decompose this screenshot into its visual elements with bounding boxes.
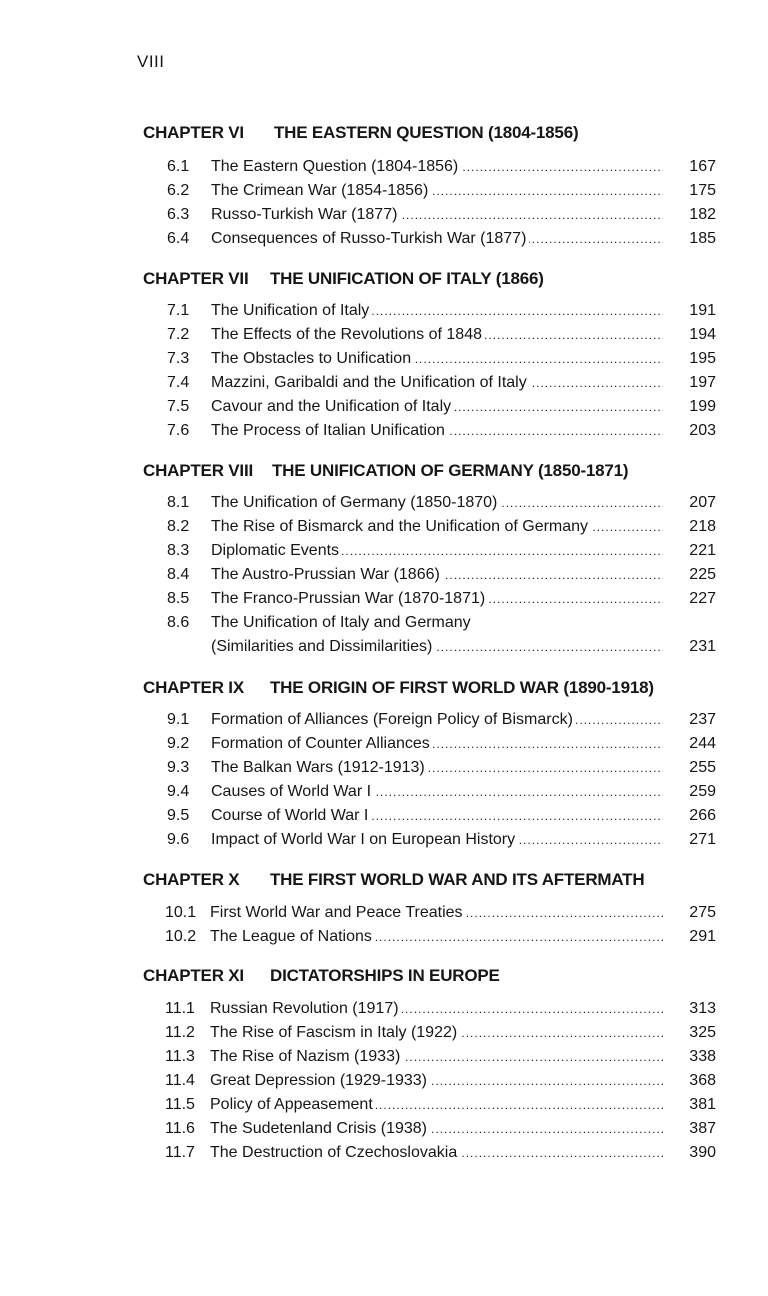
- toc-entry[interactable]: [0, 708, 768, 732]
- chapter-number: CHAPTER VII: [143, 269, 249, 288]
- entry-title: Course of World War I .....: [211, 804, 663, 828]
- entry-number: 11.1: [165, 1000, 195, 1017]
- toc-entry[interactable]: [0, 155, 768, 179]
- entry-title: The Franco-Prussian War (1870-1871) .....: [211, 587, 663, 611]
- toc-entry[interactable]: [0, 997, 768, 1021]
- entry-page: 244: [689, 735, 716, 752]
- chapter-heading: [143, 675, 654, 701]
- entry-number: 7.3: [167, 350, 190, 367]
- entry-page: 199: [689, 398, 716, 415]
- toc-entry[interactable]: [0, 1117, 768, 1141]
- entry-number: 9.1: [167, 711, 190, 728]
- entry-number: 9.4: [167, 783, 190, 800]
- entry-page: 175: [689, 182, 716, 199]
- entry-page: 259: [689, 783, 716, 800]
- entry-title: Policy of Appeasement .....: [210, 1093, 663, 1117]
- entry-page: 275: [689, 904, 716, 921]
- toc-entry[interactable]: [0, 1045, 768, 1069]
- entry-page: 225: [689, 566, 716, 583]
- entry-title: The Balkan Wars (1912-1913) .....: [211, 756, 663, 780]
- entry-number: 9.2: [167, 735, 190, 752]
- entry-title: Cavour and the Unification of Italy .....: [211, 395, 663, 419]
- toc-entry[interactable]: [0, 227, 768, 251]
- chapter-title: THE EASTERN QUESTION (1804-1856): [274, 123, 579, 142]
- entry-number: 11.6: [165, 1120, 195, 1137]
- entry-title: The Unification of Italy .....: [211, 299, 663, 323]
- entry-page: 167: [689, 158, 716, 175]
- entry-page: 218: [689, 518, 716, 535]
- toc-entry[interactable]: [0, 347, 768, 371]
- toc-entry[interactable]: [0, 901, 768, 925]
- entry-title: Mazzini, Garibaldi and the Unification of Italy .....: [211, 371, 663, 395]
- entry-title: The Eastern Question (1804-1856) .....: [211, 155, 663, 179]
- entry-title: The Process of Italian Unification .....: [211, 419, 663, 443]
- toc-entry[interactable]: [0, 780, 768, 804]
- toc-entry[interactable]: [0, 756, 768, 780]
- entry-page: 191: [689, 302, 716, 319]
- toc-entry[interactable]: [0, 371, 768, 395]
- entry-number: 6.2: [167, 182, 190, 199]
- chapter-title: THE UNIFICATION OF GERMANY (1850-1871): [272, 461, 629, 480]
- entry-title: The Rise of Nazism (1933) .....: [210, 1045, 663, 1069]
- entry-number: 7.2: [167, 326, 190, 343]
- toc-entry[interactable]: [0, 419, 768, 443]
- toc-entry[interactable]: [0, 828, 768, 852]
- entry-page: 207: [689, 494, 716, 511]
- entry-page: 227: [689, 590, 716, 607]
- entry-title: Formation of Counter Alliances .....: [211, 732, 663, 756]
- entry-number: 8.6: [167, 614, 190, 631]
- entry-page: 387: [689, 1120, 716, 1137]
- entry-page: 325: [689, 1024, 716, 1041]
- entry-page: 203: [689, 422, 716, 439]
- entry-title: The Unification of Germany (1850-1870) .....: [211, 491, 663, 515]
- entry-page: 231: [689, 638, 716, 655]
- entry-number: 8.3: [167, 542, 190, 559]
- toc-entry[interactable]: [0, 515, 768, 539]
- entry-title: The Crimean War (1854-1856) .....: [211, 179, 663, 203]
- toc-entry[interactable]: [0, 395, 768, 419]
- entry-page: 313: [689, 1000, 716, 1017]
- entry-number: 9.6: [167, 831, 190, 848]
- entry-page: 381: [689, 1096, 716, 1113]
- entry-title: Consequences of Russo-Turkish War (1877) .....: [211, 227, 663, 251]
- chapter-title: THE FIRST WORLD WAR AND ITS AFTERMATH: [270, 870, 645, 889]
- entry-page: 266: [689, 807, 716, 824]
- toc-entry[interactable]: [0, 179, 768, 203]
- entry-page: 182: [689, 206, 716, 223]
- toc-entry[interactable]: [0, 323, 768, 347]
- chapter-title: THE UNIFICATION OF ITALY (1866): [270, 269, 544, 288]
- toc-entry[interactable]: [0, 299, 768, 323]
- entry-number: 11.7: [165, 1144, 195, 1161]
- entry-page: 338: [689, 1048, 716, 1065]
- entry-page: 195: [689, 350, 716, 367]
- entry-number: 11.2: [165, 1024, 195, 1041]
- toc-entry[interactable]: [0, 1069, 768, 1093]
- entry-number: 7.5: [167, 398, 190, 415]
- chapter-number: CHAPTER IX: [143, 678, 244, 697]
- chapter-heading: [143, 266, 544, 292]
- entry-page: 255: [689, 759, 716, 776]
- entry-page: 197: [689, 374, 716, 391]
- chapter-number: CHAPTER VIII: [143, 461, 254, 480]
- entry-title: Impact of World War I on European History .....: [211, 828, 663, 852]
- chapter-number: CHAPTER XI: [143, 966, 244, 985]
- entry-number: 8.5: [167, 590, 190, 607]
- entry-number: 10.2: [165, 928, 197, 945]
- chapter-heading: [143, 120, 578, 146]
- entry-title: The Destruction of Czechoslovakia .....: [210, 1141, 663, 1165]
- chapter-number: CHAPTER VI: [143, 123, 244, 142]
- entry-page: 221: [689, 542, 716, 559]
- entry-page: 271: [689, 831, 716, 848]
- entry-number: 6.1: [167, 158, 190, 175]
- entry-title: The Obstacles to Unification .....: [211, 347, 663, 371]
- entry-number: 8.4: [167, 566, 190, 583]
- toc-entry[interactable]: [0, 1021, 768, 1045]
- entry-title-continued: (Similarities and Dissimilarities) .....: [211, 635, 663, 659]
- entry-page: 291: [689, 928, 716, 945]
- entry-number: 7.4: [167, 374, 190, 391]
- entry-title: The Effects of the Revolutions of 1848 .....: [211, 323, 663, 347]
- entry-title: First World War and Peace Treaties .....: [210, 901, 663, 925]
- entry-number: 9.5: [167, 807, 190, 824]
- toc-entry[interactable]: [0, 539, 768, 563]
- entry-page: 368: [689, 1072, 716, 1089]
- entry-number: 6.4: [167, 230, 190, 247]
- chapter-heading: [143, 867, 644, 893]
- entry-title: Diplomatic Events .....: [211, 539, 663, 563]
- toc-entry[interactable]: [0, 732, 768, 756]
- entry-title: The Sudetenland Crisis (1938) .....: [210, 1117, 663, 1141]
- entry-number: 7.6: [167, 422, 190, 439]
- page-number: VIII: [137, 52, 165, 71]
- entry-number: 6.3: [167, 206, 190, 223]
- entry-title: Russian Revolution (1917) .....: [210, 997, 663, 1021]
- toc-entry[interactable]: [0, 1093, 768, 1117]
- entry-number: 9.3: [167, 759, 190, 776]
- entry-number: 8.1: [167, 494, 190, 511]
- chapter-heading: [143, 963, 500, 989]
- entry-title: The League of Nations .....: [210, 925, 663, 949]
- toc-entry[interactable]: [0, 587, 768, 611]
- entry-page: 194: [689, 326, 716, 343]
- entry-number: 11.4: [165, 1072, 195, 1089]
- entry-title: Formation of Alliances (Foreign Policy of Bismarck) .....: [211, 708, 663, 732]
- entry-title: Russo-Turkish War (1877) .....: [211, 203, 663, 227]
- entry-title: The Rise of Fascism in Italy (1922) .....: [210, 1021, 663, 1045]
- entry-page: 390: [689, 1144, 716, 1161]
- entry-title: Causes of World War I .....: [211, 780, 663, 804]
- entry-number: 11.3: [165, 1048, 195, 1065]
- toc-entry[interactable]: [0, 611, 768, 635]
- chapter-number: CHAPTER X: [143, 870, 240, 889]
- toc-entry[interactable]: [0, 203, 768, 227]
- chapter-title: DICTATORSHIPS IN EUROPE: [270, 966, 500, 985]
- chapter-heading: [143, 458, 628, 484]
- entry-number: 7.1: [167, 302, 190, 319]
- toc-entry-continued[interactable]: [0, 635, 768, 659]
- toc-entry[interactable]: [0, 1141, 768, 1165]
- entry-page: 185: [689, 230, 716, 247]
- entry-title: The Austro-Prussian War (1866) .....: [211, 563, 663, 587]
- toc-entry[interactable]: [0, 563, 768, 587]
- entry-title: The Unification of Italy and Germany: [211, 611, 663, 635]
- entry-number: 11.5: [165, 1096, 195, 1113]
- entry-number: 10.1: [165, 904, 197, 921]
- toc-entry[interactable]: [0, 925, 768, 949]
- entry-title: The Rise of Bismarck and the Unification of Germany .....: [211, 515, 663, 539]
- chapter-title: THE ORIGIN OF FIRST WORLD WAR (1890-1918): [270, 678, 654, 697]
- entry-number: 8.2: [167, 518, 190, 535]
- entry-title: Great Depression (1929-1933) .....: [210, 1069, 663, 1093]
- entry-page: 237: [689, 711, 716, 728]
- toc-entry[interactable]: [0, 491, 768, 515]
- toc-entry[interactable]: [0, 804, 768, 828]
